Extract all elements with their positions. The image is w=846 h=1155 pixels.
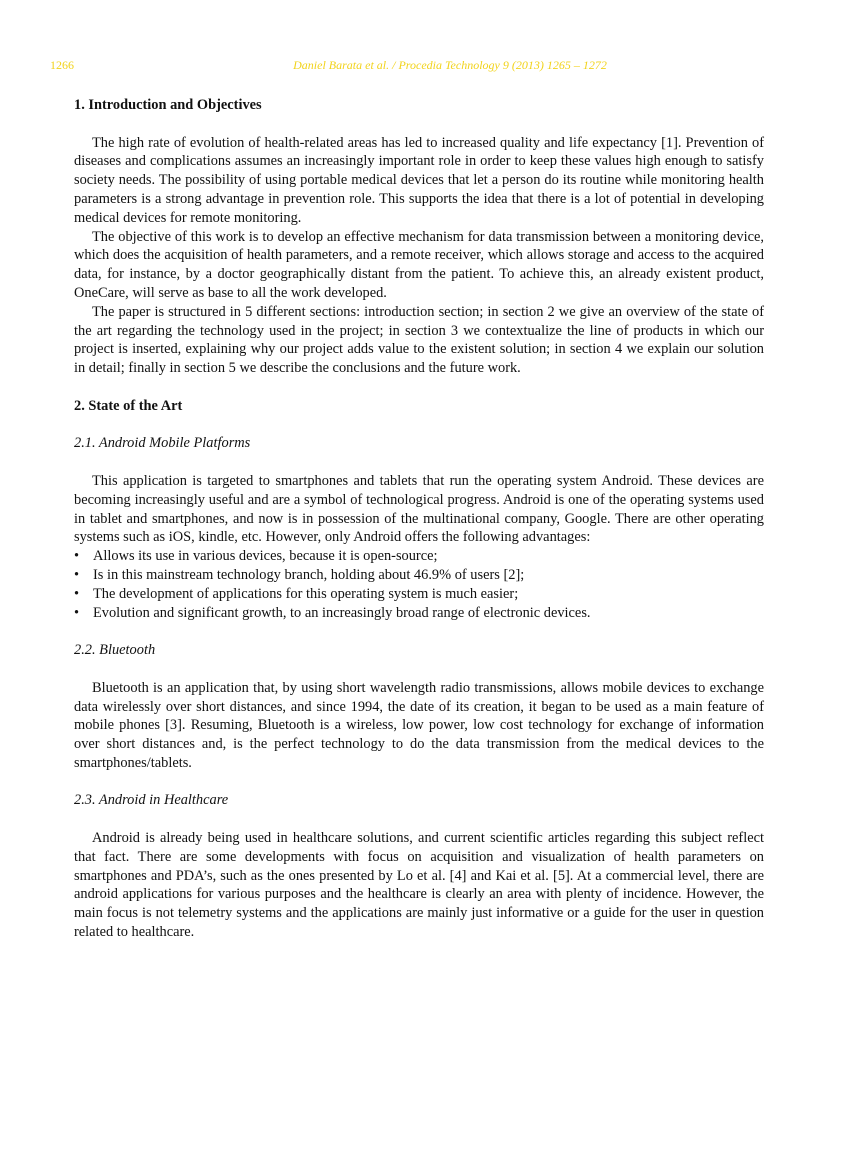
- list-item: • Evolution and significant growth, to an increasingly broad range of electronic devices.: [74, 604, 764, 623]
- paragraph: This application is targeted to smartphones and tablets that run the operating system Android. These devices are becoming increasingly useful and are a symbol of technological progress. Android is one of the operating systems used in tablet and smartphones, and now is in possession of the multinational company, Google. There are other operating systems such as iOS, kindle, etc. However, only Android offers the following advantages:: [74, 472, 764, 546]
- paragraph: The high rate of evolution of health-related areas has led to increased quality and life expectancy [1]. Prevention of diseases and complications assumes an increasingly important role in order to keep these values high enough to satisfy society needs. The possibility of using portable medical devices that let a person do its routine while monitoring health parameters is a strong advantage in prevention role. This supports the idea that there is a lot of potential in developing medical devices for remote monitoring.: [74, 134, 764, 226]
- paragraph: The paper is structured in 5 different sections: introduction section; in section 2 we give an overview of the state of the art regarding the technology used in the project; in section 3 we contextualize the line of products in which our project is inserted, explaining why our project adds value to the existent solution; in section 4 we explain our solution in detail; finally in section 5 we describe the conclusions and the future work.: [74, 303, 764, 377]
- section-title-state-of-the-art: 2. State of the Art: [74, 397, 183, 414]
- paragraph: The objective of this work is to develop an effective mechanism for data transmission between a monitoring device, which does the acquisition of health parameters, and a remote receiver, which allows storage and access to the acquired data, for instance, by a doctor geographically distant from the patient. To achieve this, an already existent product, OneCare, will serve as base to all the work developed.: [74, 228, 764, 301]
- advantages-list: [74, 547, 764, 622]
- page-number: 1266: [50, 58, 74, 72]
- subsection-title-android-healthcare: 2.3. Android in Healthcare: [74, 792, 229, 809]
- paragraph: Bluetooth is an application that, by using short wavelength radio transmissions, allows mobile devices to exchange data wirelessly over short distances, and since 1994, the date of its creation, it began to be used as a main feature of mobile phones [3]. Resuming, Bluetooth is a wireless, low power, low cost technology for exchange of information over short distances and, is the perfect technology to do the data transmission from the medical devices to the smartphones/tablets.: [74, 679, 764, 771]
- page-header: [0, 58, 846, 74]
- list-item: • The development of applications for this operating system is much easier;: [74, 585, 764, 604]
- paragraph: Android is already being used in healthcare solutions, and current scientific articles regarding this subject reflect that fact. There are some developments with focus on acquisition and visualization of health parameters on smartphones and PDA’s, such as the ones presented by Lo et al. [4] and Kai et al. [5]. At a commercial level, there are android applications for various purposes and the healthcare is clearly an area with plenty of incidence. However, the main focus is not telemetry systems and the applications are mainly just informative or a guide for the user in question related to healthcare.: [74, 830, 764, 941]
- list-item: • Allows its use in various devices, because it is open-source;: [74, 547, 764, 566]
- subsection-title-bluetooth: 2.2. Bluetooth: [74, 642, 156, 659]
- running-head: Daniel Barata et al. / Procedia Technology 9 (2013) 1265 – 1272: [293, 58, 607, 72]
- subsection-title-android-platforms: 2.1. Android Mobile Platforms: [74, 435, 251, 452]
- article-body: [74, 96, 764, 942]
- list-item: • Is in this mainstream technology branch, holding about 46.9% of users [2];: [74, 566, 764, 585]
- section-title-introduction: 1. Introduction and Objectives: [74, 97, 262, 113]
